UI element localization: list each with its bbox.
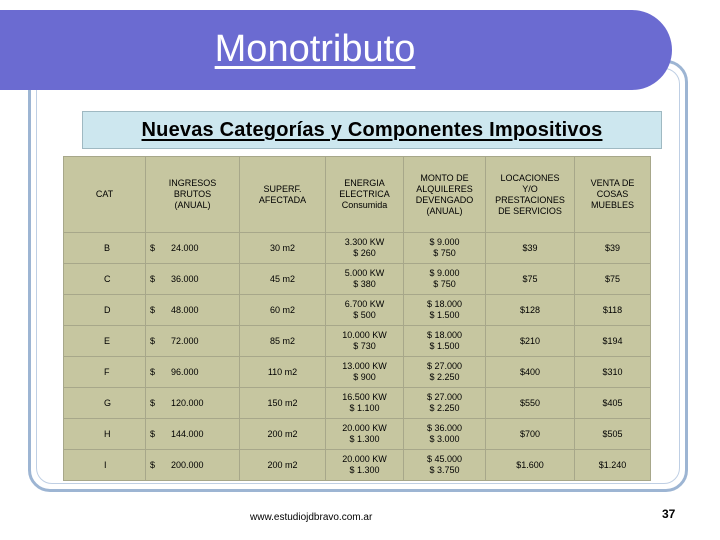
categories-table-container <box>63 156 650 480</box>
income-amount: 96.000 <box>171 366 199 377</box>
cell-ingresos <box>146 295 240 326</box>
cell-superficie: 200 m2 <box>240 419 326 450</box>
currency-symbol: $ <box>150 366 156 377</box>
column-header: INGRESOS BRUTOS (ANUAL) <box>146 157 240 233</box>
cell-ingresos <box>146 264 240 295</box>
cell-ventas: $1.240 <box>575 450 651 481</box>
table-header-row <box>64 157 651 233</box>
cell-ventas: $194 <box>575 326 651 357</box>
cell-cat: G <box>64 388 146 419</box>
table-body <box>64 233 651 481</box>
income-amount: 48.000 <box>171 304 199 315</box>
categories-table <box>63 156 651 481</box>
table-row <box>64 233 651 264</box>
cell-alquiler: $ 27.000 $ 2.250 <box>404 388 486 419</box>
column-header: SUPERF. AFECTADA <box>240 157 326 233</box>
cell-energia: 16.500 KW $ 1.100 <box>326 388 404 419</box>
cell-cat: F <box>64 357 146 388</box>
income-amount: 72.000 <box>171 335 199 346</box>
table-row <box>64 295 651 326</box>
column-header: MONTO DE ALQUILERES DEVENGADO (ANUAL) <box>404 157 486 233</box>
cell-superficie: 30 m2 <box>240 233 326 264</box>
cell-ventas: $75 <box>575 264 651 295</box>
subtitle-box <box>82 111 662 149</box>
cell-superficie: 85 m2 <box>240 326 326 357</box>
cell-alquiler: $ 18.000 $ 1.500 <box>404 295 486 326</box>
cell-alquiler: $ 45.000 $ 3.750 <box>404 450 486 481</box>
cell-superficie: 110 m2 <box>240 357 326 388</box>
currency-symbol: $ <box>150 459 156 470</box>
slide-number: 37 <box>662 507 676 521</box>
table-row <box>64 264 651 295</box>
table-row <box>64 450 651 481</box>
cell-ventas: $39 <box>575 233 651 264</box>
cell-energia: 20.000 KW $ 1.300 <box>326 419 404 450</box>
cell-superficie: 200 m2 <box>240 450 326 481</box>
cell-cat: C <box>64 264 146 295</box>
table-row <box>64 419 651 450</box>
slide-title: Monotributo <box>214 28 416 70</box>
cell-alquiler: $ 27.000 $ 2.250 <box>404 357 486 388</box>
cell-ventas: $505 <box>575 419 651 450</box>
cell-locaciones: $128 <box>486 295 575 326</box>
cell-ingresos <box>146 450 240 481</box>
cell-energia: 10.000 KW $ 730 <box>326 326 404 357</box>
cell-cat: D <box>64 295 146 326</box>
cell-ingresos <box>146 326 240 357</box>
cell-ingresos <box>146 388 240 419</box>
cell-energia: 5.000 KW $ 380 <box>326 264 404 295</box>
cell-ingresos <box>146 357 240 388</box>
cell-cat: B <box>64 233 146 264</box>
cell-ingresos <box>146 419 240 450</box>
cell-superficie: 150 m2 <box>240 388 326 419</box>
cell-ventas: $118 <box>575 295 651 326</box>
cell-superficie: 45 m2 <box>240 264 326 295</box>
column-header: VENTA DE COSAS MUEBLES <box>575 157 651 233</box>
table-row <box>64 388 651 419</box>
currency-symbol: $ <box>150 242 156 253</box>
income-amount: 144.000 <box>171 428 204 439</box>
currency-symbol: $ <box>150 397 156 408</box>
cell-ventas: $310 <box>575 357 651 388</box>
currency-symbol: $ <box>150 273 156 284</box>
cell-locaciones: $39 <box>486 233 575 264</box>
column-header: ENERGIA ELECTRICA Consumida <box>326 157 404 233</box>
table-row <box>64 357 651 388</box>
cell-locaciones: $550 <box>486 388 575 419</box>
cell-energia: 6.700 KW $ 500 <box>326 295 404 326</box>
slide-subtitle: Nuevas Categorías y Componentes Impositivos <box>141 119 603 141</box>
table-row <box>64 326 651 357</box>
cell-alquiler: $ 9.000 $ 750 <box>404 233 486 264</box>
cell-locaciones: $700 <box>486 419 575 450</box>
income-amount: 36.000 <box>171 273 199 284</box>
income-amount: 200.000 <box>171 459 204 470</box>
cell-ingresos <box>146 233 240 264</box>
currency-symbol: $ <box>150 335 156 346</box>
footer-url: www.estudiojdbravo.com.ar <box>250 512 373 523</box>
column-header: CAT <box>64 157 146 233</box>
currency-symbol: $ <box>150 428 156 439</box>
income-amount: 120.000 <box>171 397 204 408</box>
column-header: LOCACIONES Y/O PRESTACIONES DE SERVICIOS <box>486 157 575 233</box>
cell-cat: E <box>64 326 146 357</box>
cell-cat: I <box>64 450 146 481</box>
currency-symbol: $ <box>150 304 156 315</box>
cell-energia: 13.000 KW $ 900 <box>326 357 404 388</box>
cell-locaciones: $75 <box>486 264 575 295</box>
cell-energia: 20.000 KW $ 1.300 <box>326 450 404 481</box>
cell-locaciones: $400 <box>486 357 575 388</box>
cell-alquiler: $ 18.000 $ 1.500 <box>404 326 486 357</box>
cell-energia: 3.300 KW $ 260 <box>326 233 404 264</box>
cell-cat: H <box>64 419 146 450</box>
cell-locaciones: $1.600 <box>486 450 575 481</box>
cell-superficie: 60 m2 <box>240 295 326 326</box>
cell-locaciones: $210 <box>486 326 575 357</box>
cell-ventas: $405 <box>575 388 651 419</box>
cell-alquiler: $ 36.000 $ 3.000 <box>404 419 486 450</box>
cell-alquiler: $ 9.000 $ 750 <box>404 264 486 295</box>
income-amount: 24.000 <box>171 242 199 253</box>
